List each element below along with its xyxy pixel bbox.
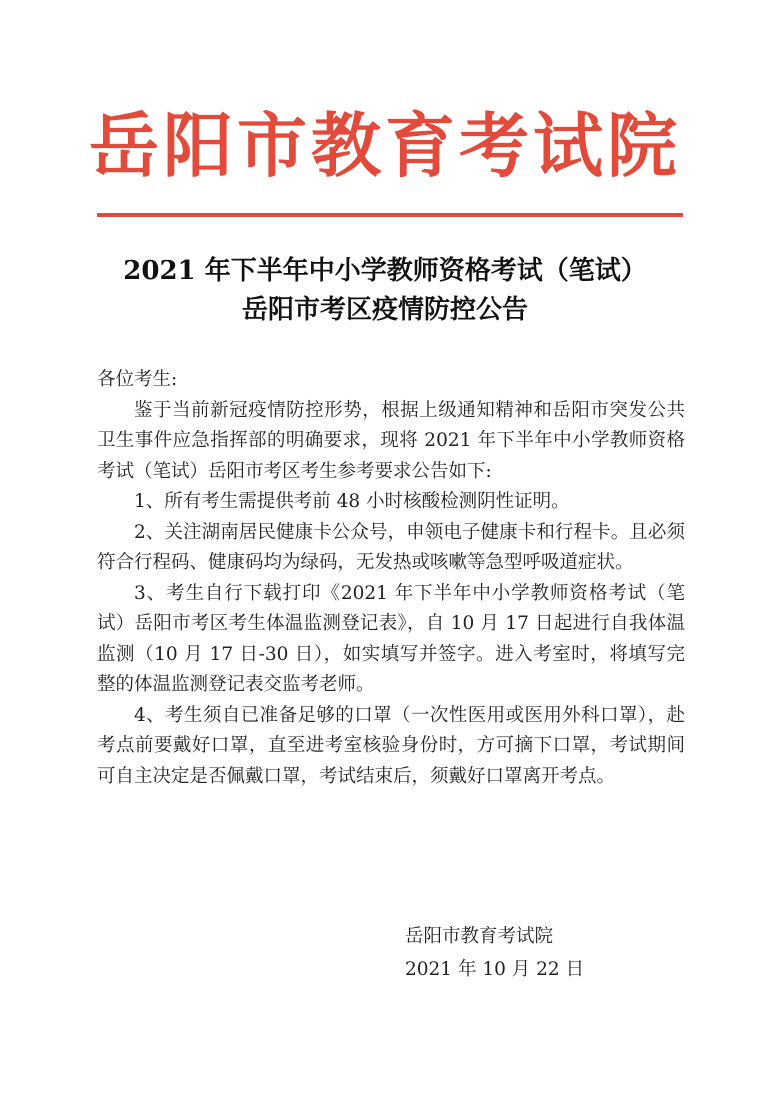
document-title-line-2: 岳阳市考区疫情防控公告 [241,295,528,325]
intro-paragraph: 鉴于当前新冠疫情防控形势，根据上级通知精神和岳阳市突发公共卫生事件应急指挥部的明确要求，现将 2021 年下半年中小学教师资格考试（笔试）岳阳市考区考生参考要求公告如下: [97,399,685,482]
requirement-item-1: 1、所有考生需提供考前 48 小时核酸检测阴性证明。 [134,491,570,512]
letterhead-org-name: 岳阳市教育考试院 [89,105,681,187]
signature-org: 岳阳市教育考试院 [405,926,554,947]
letterhead-red-rule [97,213,683,217]
requirement-item-4: 4、考生须自已准备足够的口罩（一次性医用或医用外科口罩），赴考点前要戴好口罩，直至进考室核验身份时，方可摘下口罩，考试期间可自主决定是否佩戴口罩，考试结束后，须戴好口罩离开考点。 [97,704,685,787]
signature-block [405,920,665,986]
requirement-item-2: 2、关注湖南居民健康卡公众号，申领电子健康卡和行程卡。且必须符合行程码、健康码均为绿码，无发热或咳嗽等急型呼吸道症状。 [97,521,685,573]
requirement-item-3: 3、考生自行下载打印《2021 年下半年中小学教师资格考试（笔试）岳阳市考区考生体温监测登记表》，自 10 月 17 日起进行自我体温监测（10 月 17 日-30 日），如实填写并签字。进入考室时，将填写完整的体温监测登记表交监考老师。 [97,582,685,695]
signature-date: 2021 年 10 月 22 日 [405,959,585,980]
document-title-line-1: 2021 年下半年中小学教师资格考试（笔试） [123,256,647,286]
salutation: 各位考生: [97,369,178,390]
document-body [97,365,685,792]
